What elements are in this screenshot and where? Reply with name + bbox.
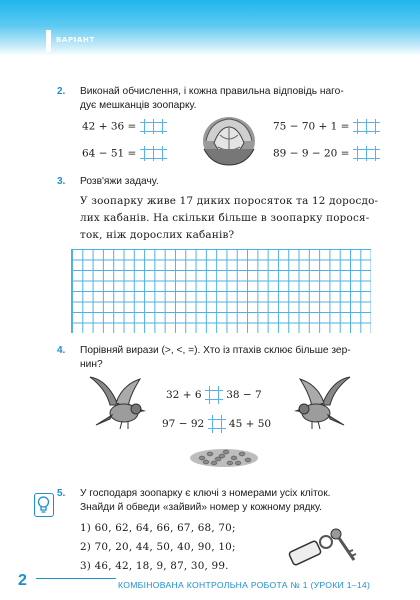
compare-row-2: 97 − 92 45 + 50 — [162, 415, 271, 433]
seeds-pile-illustration — [188, 440, 260, 468]
hint-bulb-icon — [34, 493, 54, 517]
task-2-text: Виконай обчислення, і кожна правильна відповідь наго- — [80, 86, 344, 97]
task-5-number: 5. — [57, 488, 66, 499]
task-5-text-cont: Знайди й обведи «зайвий» номер у кожному рядку. — [80, 502, 322, 513]
expression-3: 75 − 70 + 1 = — [273, 119, 380, 134]
solution-grid[interactable] — [71, 249, 371, 333]
task-2-text-cont: дує мешканців зоопарку. — [80, 100, 197, 111]
compare-box[interactable] — [205, 386, 223, 404]
expression-2: 64 − 51 = — [82, 146, 167, 161]
compare-box[interactable] — [208, 415, 226, 433]
expression-1: 42 + 36 = — [82, 119, 167, 134]
expression-4: 89 − 9 − 20 = — [273, 146, 380, 161]
number-row-3[interactable]: 3) 46, 42, 18, 9, 87, 30, 99. — [80, 560, 229, 572]
answer-box[interactable] — [353, 146, 380, 161]
variant-label: ВАРІАНТ — [56, 36, 95, 44]
number-row-2[interactable]: 2) 70, 20, 44, 50, 40, 90, 10; — [80, 541, 236, 553]
task-4-text: Порівняй вирази (>, <, =). Хто із птахів склює більше зер- — [80, 345, 351, 356]
task-4-number: 4. — [57, 345, 66, 356]
task-5-text: У господаря зоопарку є ключі з номерами усіх кліток. — [80, 488, 331, 499]
compare-row-1: 32 + 6 38 − 7 — [166, 386, 262, 404]
page-number: 2 — [18, 572, 27, 589]
number-row-1[interactable]: 1) 60, 62, 64, 66, 67, 68, 70; — [80, 522, 236, 534]
lightbulb-icon — [35, 494, 52, 515]
task-3-text: Розв'яжи задачу. — [80, 176, 159, 187]
problem-line-3: ток, ніж дорослих кабанів? — [80, 229, 235, 241]
bird-left-illustration — [88, 375, 150, 433]
footer-title: КОМБІНОВАНА КОНТРОЛЬНА РОБОТА № 1 (УРОКИ 1–14) — [118, 580, 371, 590]
answer-box[interactable] — [140, 146, 167, 161]
footer-divider — [36, 578, 116, 579]
task-3-number: 3. — [57, 176, 66, 187]
answer-box[interactable] — [353, 119, 380, 134]
keys-illustration — [286, 520, 360, 572]
task-4-text-cont: нин? — [80, 359, 103, 370]
bird-right-illustration — [290, 375, 352, 433]
problem-line-2: лих кабанів. На скільки більше в зоопарку порося- — [80, 212, 370, 224]
cabbage-illustration — [200, 113, 258, 167]
header-stripe — [46, 30, 51, 52]
answer-box[interactable] — [140, 119, 167, 134]
problem-line-1: У зоопарку живе 17 диких поросяток та 12 доросдо- — [80, 195, 379, 207]
task-2-number: 2. — [57, 86, 66, 97]
